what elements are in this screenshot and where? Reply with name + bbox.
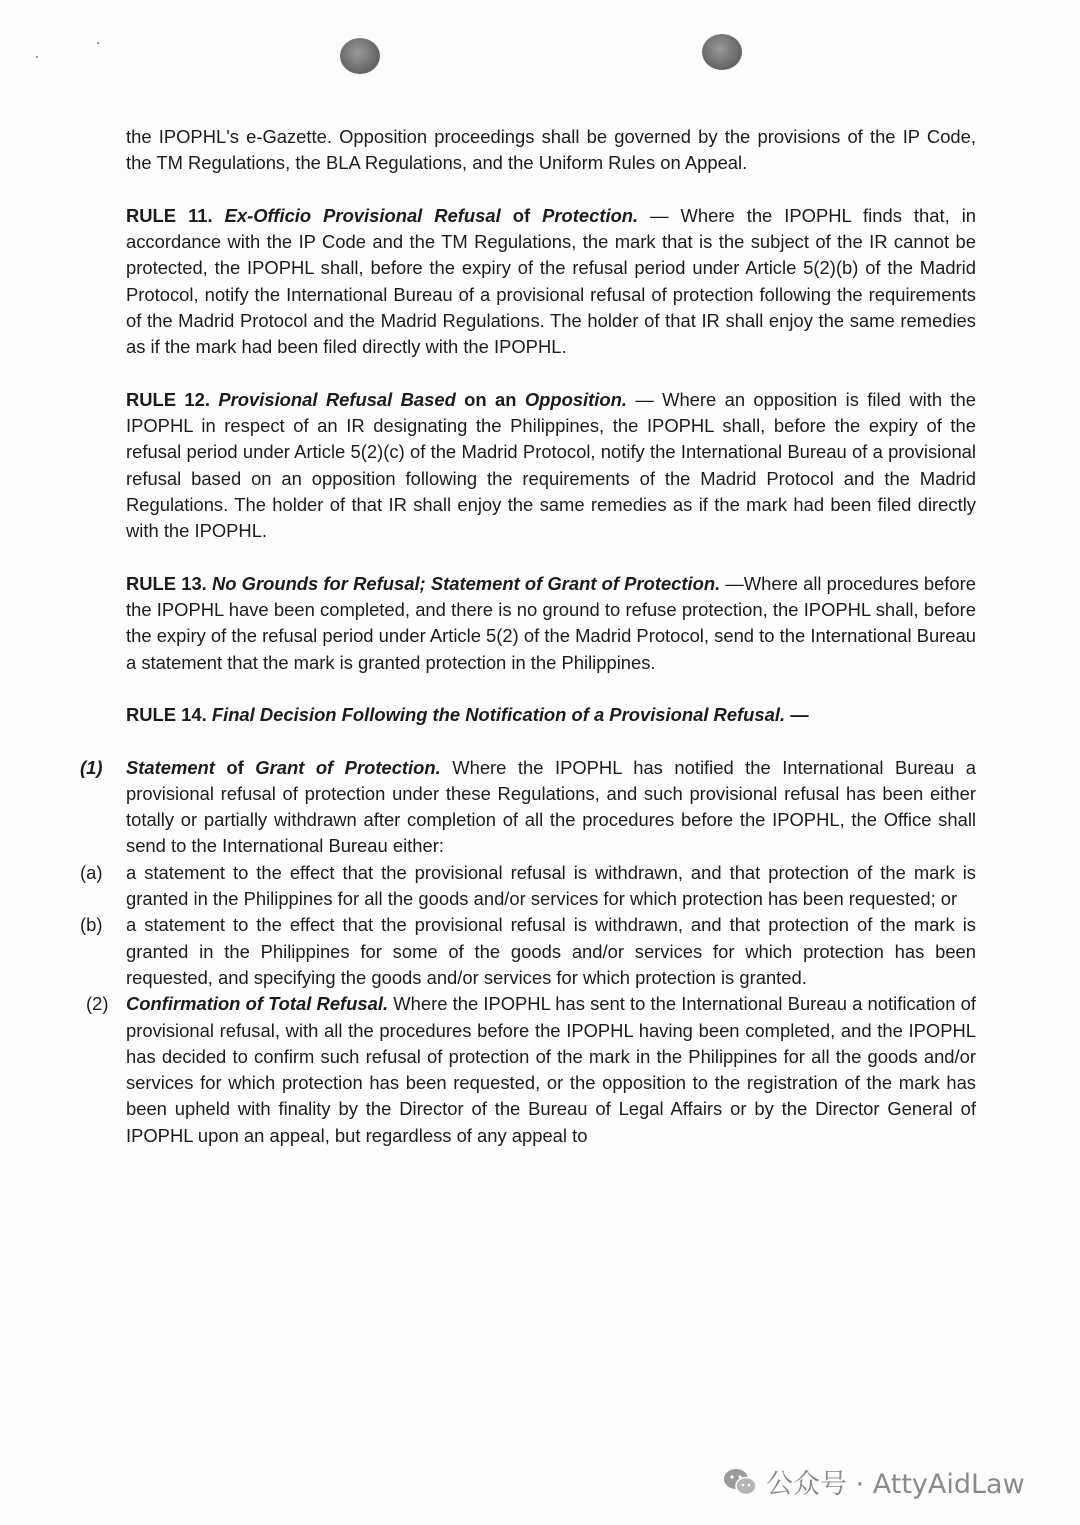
document-body: [80, 124, 977, 1175]
rule-14-item-1: [80, 755, 976, 860]
item-1-title-end: Grant of Protection.: [255, 756, 441, 778]
rule-13: [126, 571, 976, 676]
rule-13-label: RULE 13.: [126, 572, 212, 594]
rule-12-body: — Where an opposition is filed with the IPOPHL in respect of an IR designating the Philippines, the IPOPHL shall, before the expiry of the refusal period under Article 5(2)(c) of the Madrid Protocol, notify the International Bureau of a provisional refusal based on an opposition following the requirements of the Madrid Protocol and the Madrid Regulations. The holder of that IR shall enjoy the same remedies as if the mark had been filed directly with the IPOPHL.: [126, 388, 976, 542]
watermark-text: 公众号 · AttyAidLaw: [766, 1469, 1025, 1500]
punch-hole-right: [702, 34, 742, 70]
rule-11-label: RULE 11.: [126, 204, 225, 226]
scan-speck: [97, 42, 99, 44]
item-1-number: (1): [80, 756, 103, 778]
rule-14-item-2: [86, 991, 976, 1149]
intro-paragraph: the IPOPHL's e-Gazette. Opposition proceedings shall be governed by the provisions of the IP Code, the TM Regulations, the BLA Regulations, and the Uniform Rules on Appeal.: [126, 126, 976, 174]
item-2-number: (2): [86, 993, 109, 1015]
rule-12-label: RULE 12.: [126, 388, 219, 410]
rule-13-body: —Where all procedures before the IPOPHL have been completed, and there is no ground to refuse protection, the IPOPHL shall, before the expiry of the refusal period under Article 5(2) of the Madrid Protocol, send to the International Bureau a statement that the mark is granted protection in the Philippines.: [126, 572, 976, 673]
rule-14-label: RULE 14.: [126, 704, 212, 726]
item-2-title: Confirmation of Total Refusal.: [126, 993, 389, 1015]
item-2-body: Where the IPOPHL has sent to the International Bureau a notification of provisional refusal, with all the procedures before the IPOPHL having been completed, and the IPOPHL has decided to confirm such refusal of protection of the mark in the Philippines for all the goods and/or services for which protection has been requested, or the opposition to the registration of the mark has been upheld with finality by the Director of the Bureau of Legal Affairs or by the Director General of IPOPHL upon an appeal, but regardless of any appeal to: [126, 993, 976, 1146]
rule-11: [126, 203, 976, 361]
rule-13-title: No Grounds for Refusal; Statement of Grant of Protection.: [211, 572, 721, 594]
sub-b-body: a statement to the effect that the provisional refusal is withdrawn, and that protection of the mark is granted in the Philippines for some of the goods and/or services for which protection has been requested, and specifying the goods and/or services for which protection is granted.: [126, 914, 976, 988]
item-1-body: Where the IPOPHL has notified the International Bureau a provisional refusal of protection under these Regulations, and such provisional refusal has been either totally or partially withdrawn after completion of all the procedures before the IPOPHL, the Office shall send to the International Bureau either:: [126, 756, 976, 857]
rule-11-title-joiner: of: [500, 204, 543, 226]
scan-speck: [36, 56, 38, 58]
punch-hole-left: [340, 38, 380, 74]
rule-12-title-end: Opposition.: [524, 388, 627, 410]
sub-a-number: (a): [80, 861, 103, 883]
rule-11-body: — Where the IPOPHL finds that, in accordance with the IP Code and the TM Regulations, the mark that is the subject of the IR cannot be protected, the IPOPHL shall, before the expiry of the refusal period under Article 5(2)(b) of the Madrid Protocol, notify the International Bureau of a provisional refusal of protection following the requirements of the Madrid Protocol and the Madrid Regulations. The holder of that IR shall enjoy the same remedies as if the mark had been filed directly with the IPOPHL.: [126, 204, 977, 358]
rule-14-sub-a: [80, 860, 976, 913]
sub-a-body: a statement to the effect that the provisional refusal is withdrawn, and that protection of the mark is granted in the Philippines for all the goods and/or services for which protection has been requested; or: [126, 861, 976, 910]
rule-14-heading: [126, 702, 976, 728]
wechat-icon: [722, 1467, 758, 1497]
rule-12: [126, 387, 976, 545]
rule-11-title-end: Protection.: [542, 204, 639, 226]
watermark: [722, 1462, 1025, 1501]
item-1-title: Statement: [126, 756, 215, 778]
item-1-title-joiner: of: [214, 756, 256, 778]
rule-12-title-joiner: on an: [455, 388, 525, 410]
rule-12-title: Provisional Refusal Based: [218, 388, 456, 410]
rule-14-title: Final Decision Following the Notification of a Provisional Refusal.: [211, 704, 786, 726]
rule-11-title: Ex-Officio Provisional Refusal: [224, 204, 501, 226]
rule-14-dash: —: [785, 704, 809, 726]
sub-b-number: (b): [80, 914, 103, 936]
rule-14-sub-b: [80, 912, 976, 991]
